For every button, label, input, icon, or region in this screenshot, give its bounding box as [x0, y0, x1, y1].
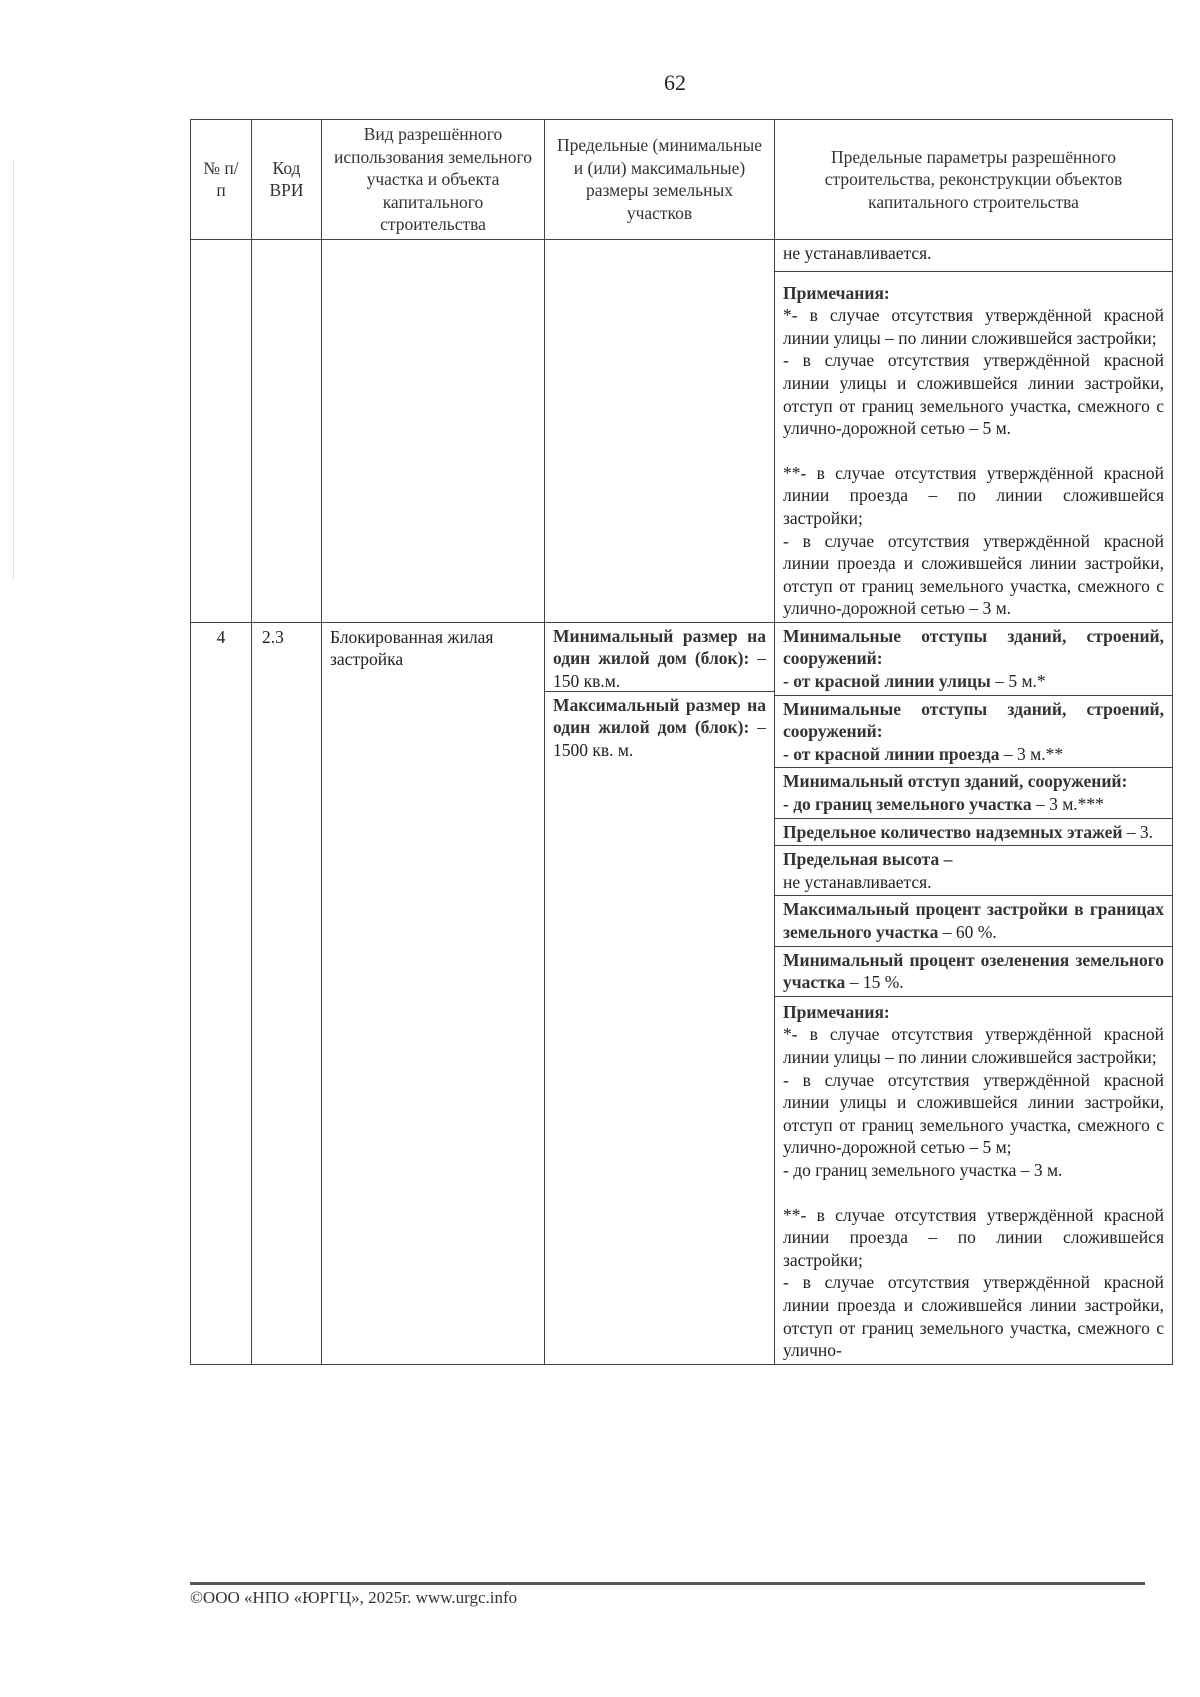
note-item: - в случае отсутствия утверждённой красной линии улицы и сложившейся линии застройки, отступ от границ земельного участка, смежного с улично-дорожной сетью – 5 м. [783, 350, 1164, 439]
row-code: 2.3 [252, 622, 322, 1364]
param-floors: Предельное количество надземных этажей – 3. [775, 819, 1172, 847]
note-item: **- в случае отсутствия утверждённой красной линии проезда – по линии сложившейся застройки; [783, 462, 1164, 528]
param-height: Предельная высота – не устанавливается. [775, 846, 1172, 896]
cell-params-continued [775, 239, 1173, 622]
cell-build-params [775, 622, 1173, 1364]
table-row-continued [191, 239, 1173, 622]
page-number: 62 [664, 70, 686, 95]
footer-copyright: ©ООО «НПО «ЮРГЦ», 2025г. www.urgc.info [190, 1588, 518, 1607]
size-max: Максимальный размер на один жилой дом (блок): – 1500 кв. м. [553, 694, 767, 761]
regulations-table [190, 119, 1173, 1365]
param-height-continued: не устанавливается. [775, 240, 1172, 272]
header-use-type: Вид разрешённого использования земельного участка и объекта капитального строительства [322, 120, 545, 240]
note-item: **- в случае отсутствия утверждённой красной линии проезда – по линии сложившейся застройки; [783, 1204, 1164, 1270]
param-setback-boundary: Минимальный отступ зданий, сооружений: - до границ земельного участка – 3 м.*** [775, 768, 1172, 818]
header-build-params: Предельные параметры разрешённого строительства, реконструкции объектов капитального строительства [775, 120, 1173, 240]
notes-title: Примечания: [783, 1001, 890, 1022]
row-use-type: Блокированная жилая застройка [322, 622, 545, 1364]
table-header-row [191, 120, 1173, 240]
table-row [191, 622, 1173, 1364]
scan-edge-mark [13, 160, 14, 580]
note-item: - в случае отсутствия утверждённой красной линии улицы и сложившейся линии застройки, отступ от границ земельного участка, смежного с улично-дорожной сетью – 5 м; [783, 1069, 1164, 1158]
header-plot-sizes: Предельные (минимальные и (или) максимальные) размеры земельных участков [545, 120, 775, 240]
row-number: 4 [191, 622, 252, 1364]
note-item: - в случае отсутствия утверждённой красной линии проезда и сложившейся линии застройки, отступ от границ земельного участка, смежного с улично-дорожной сетью – 3 м. [783, 530, 1164, 619]
note-item: - до границ земельного участка – 3 м. [783, 1159, 1063, 1180]
header-number: № п/п [191, 120, 252, 240]
cell-plot-sizes [545, 622, 775, 1364]
param-setback-driveway: Минимальные отступы зданий, строений, сооружений: - от красной линии проезда – 3 м.** [775, 696, 1172, 769]
notes-block [775, 272, 1172, 622]
header-code: Код ВРИ [252, 120, 322, 240]
param-coverage: Максимальный процент застройки в границах земельного участка – 60 %. [775, 896, 1172, 946]
size-min: Минимальный размер на один жилой дом (блок): –150 кв.м. [545, 623, 774, 692]
note-item: *- в случае отсутствия утверждённой красной линии улицы – по линии сложившейся застройки; [783, 1024, 1164, 1067]
notes-title: Примечания: [783, 282, 890, 303]
footer-divider [190, 1582, 1145, 1585]
param-setback-street: Минимальные отступы зданий, строений, сооружений: - от красной линии улицы – 5 м.* [775, 623, 1172, 696]
param-greenery: Минимальный процент озеленения земельного участка – 15 %. [775, 947, 1172, 997]
note-item: *- в случае отсутствия утверждённой красной линии улицы – по линии сложившейся застройки; [783, 305, 1164, 348]
notes-block [775, 997, 1172, 1364]
note-item: - в случае отсутствия утверждённой красной линии проезда и сложившейся линии застройки, отступ от границ земельного участка, смежного с улично- [783, 1272, 1164, 1361]
